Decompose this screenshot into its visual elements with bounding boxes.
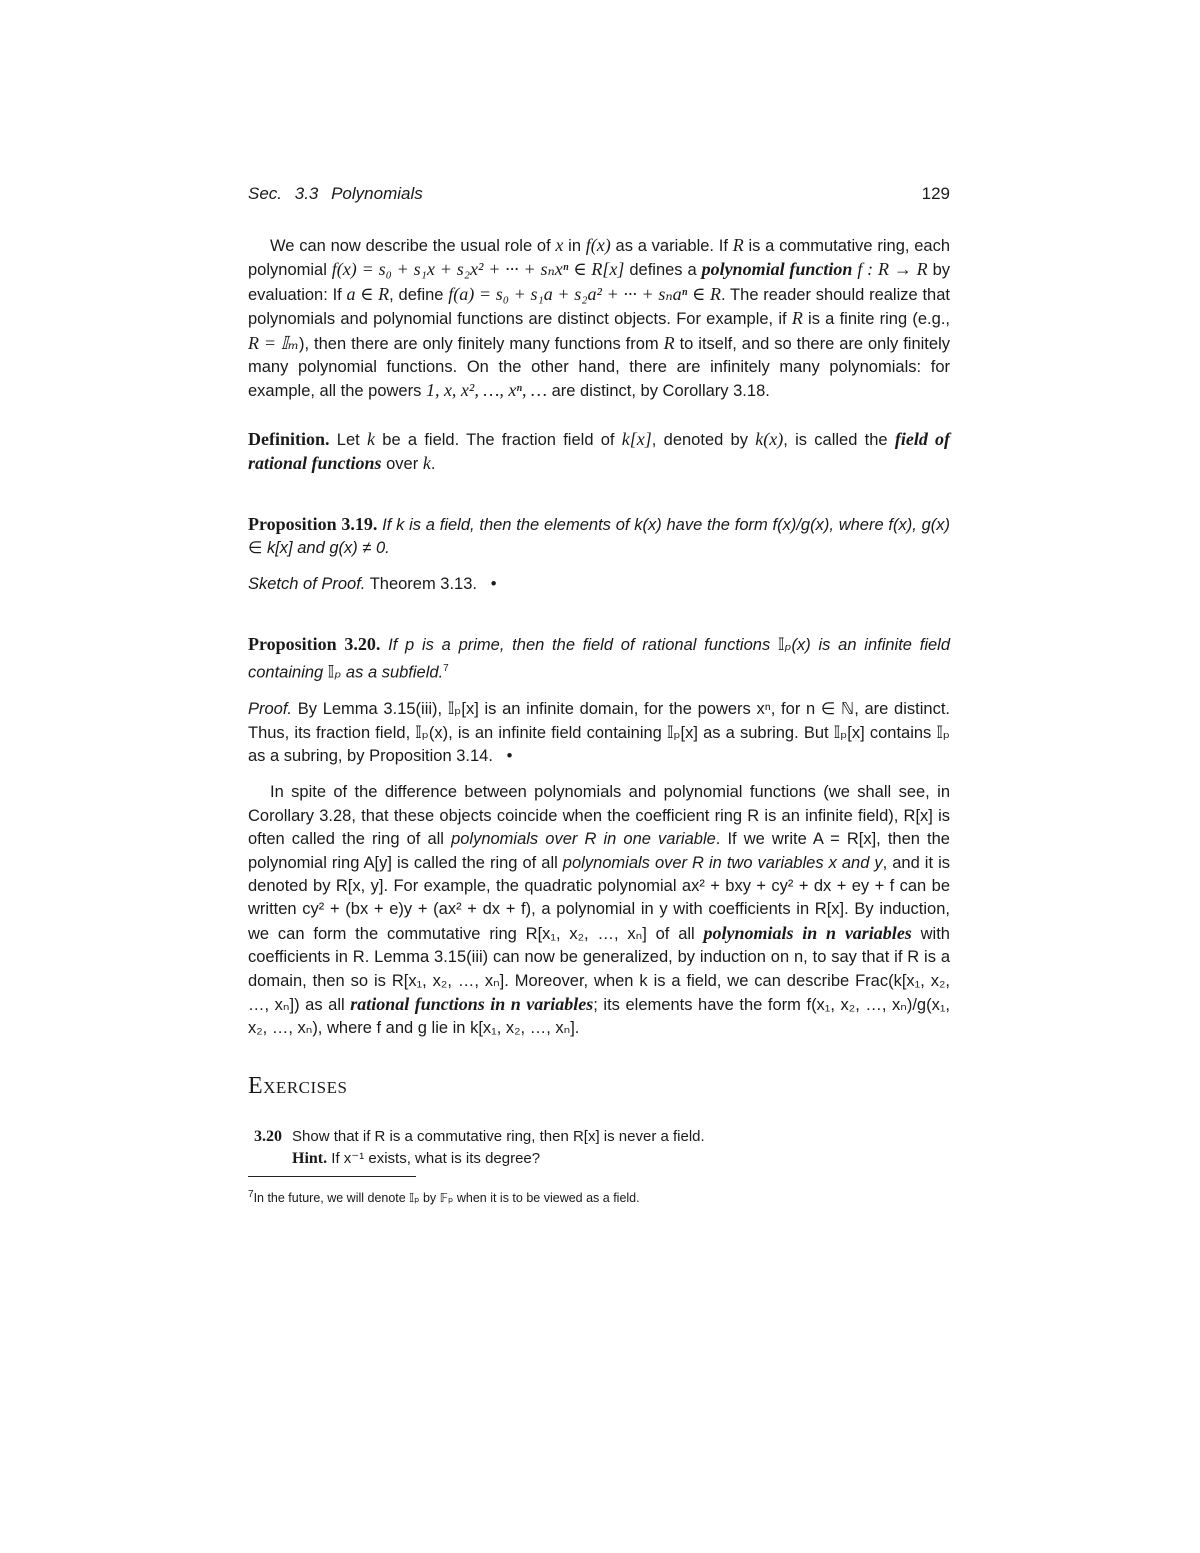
main-text <box>248 234 950 1211</box>
text-run: defines a <box>624 261 702 280</box>
math: R <box>663 332 675 353</box>
defined-term: polynomials in n variables <box>703 922 912 943</box>
text-run: Let <box>329 430 367 449</box>
math: f(a) = s₀ + s₁a + s₂a² + ··· + sₙaⁿ ∈ R <box>448 283 722 304</box>
qed-bullet: • <box>490 575 497 594</box>
math: R <box>791 308 803 329</box>
math: k <box>367 428 375 449</box>
exercise-text: Show that if R is a commutative ring, then R[x] is never a field. <box>292 1128 705 1146</box>
text-run: , define <box>389 285 449 304</box>
proof-3-20 <box>248 698 950 768</box>
proposition-statement: If p is a prime, then the field of rational functions 𝕀ₚ(x) is an infinite field containing 𝕀ₚ as a subfield. <box>248 635 950 682</box>
text-run: is a commutative ring, each polynomial <box>248 237 950 280</box>
text-run: , denoted by <box>651 430 756 449</box>
text-run: , is called the <box>783 430 895 449</box>
page-number: 129 <box>921 184 950 203</box>
math: k(x) <box>755 428 784 449</box>
text-run: . If we write A = R[x], then the polynomial ring A[y] is called the ring of all <box>248 830 950 872</box>
paragraph-several-variables <box>248 781 950 1040</box>
math: 1, x, x², …, xⁿ, … <box>425 380 547 401</box>
hint-text: If x⁻¹ exists, what is its degree? <box>327 1150 541 1168</box>
math: x <box>555 235 564 255</box>
text-run: is a finite ring (e.g., <box>802 310 950 329</box>
proof-text: By Lemma 3.15(iii), 𝕀ₚ[x] is an infinite domain, for the powers xⁿ, for n ∈ ℕ, are distinct. Thus, its fraction field, 𝕀ₚ(x), is an infinite field containing 𝕀ₚ[x] as a subring. But 𝕀ₚ[x] contains 𝕀ₚ as a subring, by Proposition 3.14. <box>248 700 950 765</box>
text-run: We can now describe the usual role of <box>270 237 556 255</box>
math: k[x] <box>621 428 652 449</box>
paragraph-polynomial-functions <box>248 234 950 404</box>
defined-term: field of rational functions <box>248 428 951 474</box>
definition-rational-functions <box>248 428 950 477</box>
running-header <box>248 184 950 204</box>
math: f(x) <box>585 235 611 255</box>
footnote-marker: 7 <box>443 663 449 675</box>
math: R <box>732 235 744 255</box>
footnote-number: 7 <box>248 1189 254 1201</box>
text-run: . <box>430 455 436 474</box>
proof-label: Sketch of Proof. <box>248 575 366 594</box>
proposition-3-20 <box>248 633 950 685</box>
text-run: In spite of the difference between polynomials and polynomial functions (we shall see, in Corollary 3.28, that these objects coincide when the coefficient ring R is an infinite field), R[x] is often called the ring of all <box>248 783 950 849</box>
math: f(x) = s₀ + s₁x + s₂x² + ··· + sₙxⁿ ∈ R[x] <box>331 259 625 280</box>
exercises-heading: Exercises <box>248 1072 348 1099</box>
proposition-label: Proposition 3.19. <box>248 513 378 534</box>
exercise-statement <box>248 1126 950 1148</box>
exercise-hint <box>248 1148 950 1170</box>
defined-term: polynomial function <box>701 259 853 280</box>
math: R = 𝕀ₘ <box>248 332 299 353</box>
defined-term: polynomials over R in one variable <box>451 830 716 849</box>
math: a ∈ R <box>346 283 390 304</box>
defined-term: polynomials over R in two variables x and y <box>562 853 883 872</box>
hint-label: Hint. <box>292 1150 328 1168</box>
proposition-label: Proposition 3.20. <box>248 633 381 654</box>
text-run: in <box>563 237 586 255</box>
text-run: over <box>381 455 423 474</box>
proposition-3-19 <box>248 513 950 561</box>
text-run: with coefficients in R. Lemma 3.15(iii) can now be generalized, by induction on n, to say that if R is a domain, then so is R[x₁, x₂, …, xₙ]. Moreover, when k is a field, we can describe Frac(k[x₁, x₂, …, xₙ]) as all <box>248 924 950 1015</box>
math: k <box>422 453 431 474</box>
proof-text: Theorem 3.13. <box>365 575 477 594</box>
definition-label: Definition. <box>248 428 330 449</box>
footnote-text: In the future, we will denote 𝕀ₚ by 𝔽ₚ when it is to be viewed as a field. <box>253 1191 640 1206</box>
text-run: by evaluation: If <box>248 261 950 304</box>
text-run: are distinct, by Corollary 3.18. <box>546 382 770 401</box>
qed-bullet: • <box>506 747 513 765</box>
proposition-statement: If k is a field, then the elements of k(x) have the form f(x)/g(x), where f(x), g(x) ∈ k[x] and g(x) ≠ 0. <box>248 515 950 558</box>
text-run: be a field. The fraction field of <box>375 430 622 449</box>
sketch-of-proof <box>248 573 950 596</box>
exercise-item <box>248 1126 950 1170</box>
text-run: as a variable. If <box>610 237 733 255</box>
text-run: , and it is denoted by R[x, y]. For example, the quadratic polynomial ax² + bxy + cy² + dx + ey + f can be written cy² + (bx + e)y + (ax² + dx + f), a polynomial in y with coefficients in R[x]. By induction, we can form the commutative ring R[x₁, x₂, …, xₙ] of all <box>248 853 950 943</box>
math: f : R → R <box>857 259 928 280</box>
footnote <box>248 1183 950 1211</box>
footnote-divider <box>248 1176 416 1177</box>
text-run: . The reader should realize that polynomials and polynomial functions are distinct objects. For example, if <box>248 285 950 329</box>
running-title: Sec. 3.3 Polynomials <box>248 184 423 203</box>
text-run: to itself, and so there are only finitely many polynomial functions. On the other hand, there are infinitely many polynomials: for example, all the powers <box>248 334 950 401</box>
exercise-number: 3.20 <box>254 1128 282 1146</box>
proof-label: Proof. <box>248 700 293 719</box>
defined-term: rational functions in n variables <box>350 994 594 1015</box>
text-run: ), then there are only finitely many functions from <box>298 334 664 353</box>
text-run: ; its elements have the form f(x₁, x₂, …, xₙ)/g(x₁, x₂, …, xₙ), where f and g lie in k[x₁, x₂, …, xₙ]. <box>248 996 950 1038</box>
